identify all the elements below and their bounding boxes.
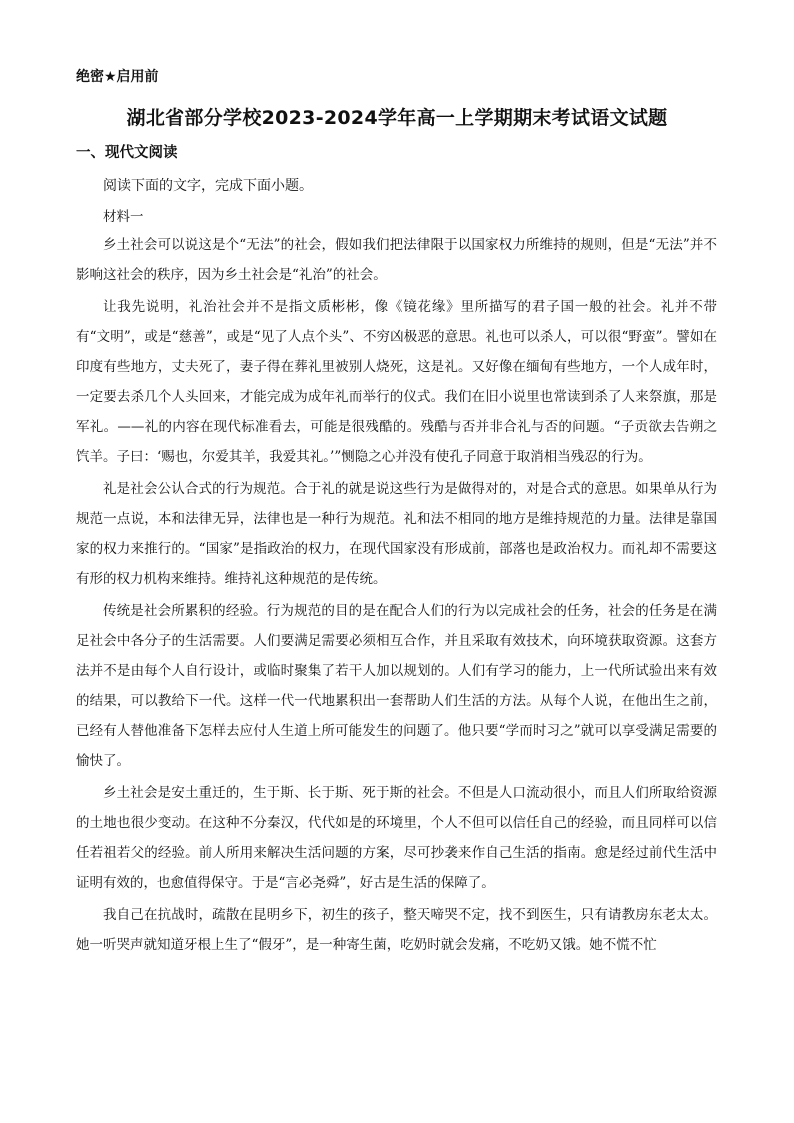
- passage-body: [76, 230, 717, 960]
- instruction-text: 阅读下面的文字，完成下面小题。: [103, 178, 313, 194]
- paragraph: 我自己在抗战时，疏散在昆明乡下，初生的孩子，整天啼哭不定，找不到医生，只有请教房东老太太。她一听哭声就知道牙根上生了“假牙”，是一种寄生菌，吃奶时就会发痛，不吃奶又饿。她不慌不忙: [76, 907, 717, 953]
- page-title: 湖北省部分学校2023-2024学年高一上学期期末考试语文试题: [126, 107, 668, 129]
- paragraph: 礼是社会公认合式的行为规范。合于礼的就是说这些行为是做得对的，对是合式的意思。如果单从行为规范一点说，本和法律无异，法律也是一种行为规范。礼和法不相同的地方是维持规范的力量。法律是靠国家的权力来推行的。“国家”是指政治的权力，在现代国家没有形成前，部落也是政治权力。而礼却不需要这有形的权力机构来维持。维持礼这种规范的是传统。: [76, 481, 717, 587]
- paragraph: 让我先说明，礼治社会并不是指文质彬彬，像《镜花缘》里所描写的君子国一般的社会。礼并不带有“文明”，或是“慈善”，或是“见了人点个头”、不穷凶极恶的意思。礼也可以杀人，可以很“野蛮”。譬如在印度有些地方，丈夫死了，妻子得在葬礼里被别人烧死，这是礼。又好像在缅甸有些地方，一个人成年时，一定要去杀几个人头回来，才能完成为成年礼而举行的仪式。我们在旧小说里也常读到杀了人来祭旗，那是军礼。——礼的内容在现代标准看去，可能是很残酷的。残酷与否并非合礼与否的问题。“子贡欲去告朔之饩羊。子曰：‘赐也，尔爱其羊，我爱其礼。’”恻隐之心并没有使孔子同意于取消相当残忍的行为。: [76, 299, 717, 465]
- paragraph: 传统是社会所累积的经验。行为规范的目的是在配合人们的行为以完成社会的任务，社会的任务是在满足社会中各分子的生活需要。人们要满足需要必须相互合作，并且采取有效技术，向环境获取资源。这套方法并不是由每个人自行设计，或临时聚集了若干人加以规划的。人们有学习的能力，上一代所试验出来有效的结果，可以教给下一代。这样一代一代地累积出一套帮助人们生活的方法。从每个人说，在他出生之前，已经有人替他准备下怎样去应付人生道上所可能发生的问题了。他只要“学而时习之”就可以享受满足需要的愉快了。: [76, 603, 717, 769]
- material-label: 材料一: [103, 209, 144, 225]
- paragraph: 乡土社会可以说这是个“无法”的社会，假如我们把法律限于以国家权力所维持的规则，但是“无法”并不影响这社会的秩序，因为乡土社会是“礼治”的社会。: [76, 237, 717, 283]
- confidential-mark: 绝密★启用前: [76, 69, 159, 85]
- paragraph: 乡土社会是安土重迁的，生于斯、长于斯、死于斯的社会。不但是人口流动很小，而且人们所取给资源的土地也很少变动。在这种不分秦汉，代代如是的环境里，个人不但可以信任自己的经验，而且同样可以信任若祖若父的经验。前人所用来解决生活问题的方案，尽可抄袭来作自己生活的指南。愈是经过前代生活中证明有效的，也愈值得保守。于是“言必尧舜”，好古是生活的保障了。: [76, 785, 717, 891]
- section-heading: 一、现代文阅读: [76, 145, 178, 161]
